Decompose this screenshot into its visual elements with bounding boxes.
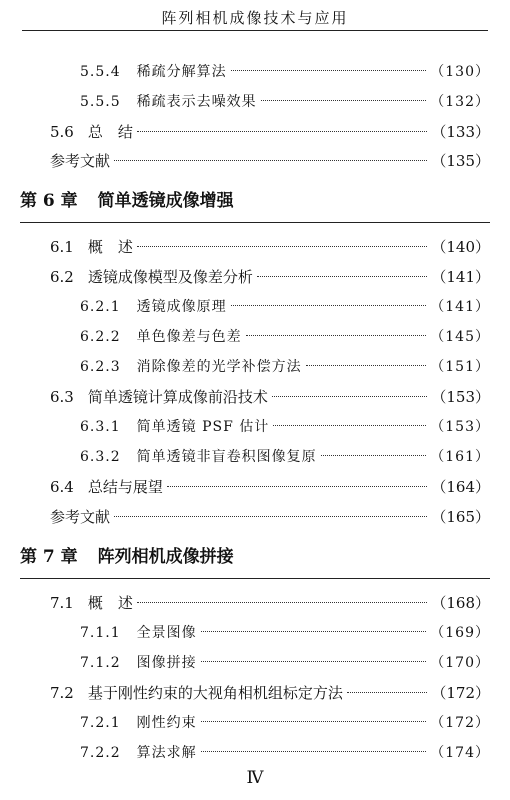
entry-title: 稀疏分解算法 — [136, 64, 227, 80]
entry-title: 刚性约束 — [136, 715, 197, 731]
toc-entry-6-2-2[interactable] — [80, 327, 490, 347]
chapter-rule — [20, 578, 490, 579]
entry-title: 概 述 — [87, 238, 133, 256]
entry-title: 图像拼接 — [136, 655, 197, 671]
toc-entry-6-1[interactable] — [50, 237, 490, 257]
entry-title: 总 结 — [87, 123, 133, 141]
chapter-title: 阵列相机成像拼接 — [97, 547, 234, 567]
entry-number: 5.6 — [50, 123, 74, 141]
toc-entry-6-2-1[interactable] — [80, 297, 490, 317]
entry-page: （151） — [430, 359, 490, 375]
toc-entry-7-2-1[interactable] — [80, 713, 490, 733]
book-title: 阵列相机成像技术与应用 — [161, 9, 349, 27]
entry-page: （164） — [431, 478, 490, 496]
leader-dots — [347, 692, 427, 693]
entry-page: （165） — [431, 508, 490, 526]
entry-number: 5.5.4 — [80, 64, 121, 80]
entry-title: 单色像差与色差 — [136, 329, 242, 345]
entry-page: （174） — [430, 745, 490, 761]
entry-page: （172） — [430, 715, 490, 731]
leader-dots — [231, 70, 427, 71]
entry-page: （135） — [431, 152, 490, 170]
leader-dots — [137, 246, 427, 247]
entry-number: 5.5.5 — [80, 94, 121, 110]
chapter-7-heading[interactable] — [20, 546, 234, 568]
toc-entry-5-5-5[interactable] — [80, 92, 490, 112]
entry-title: 总结与展望 — [87, 478, 163, 496]
entry-page: （140） — [431, 238, 490, 256]
toc-entry-7-1[interactable] — [50, 593, 490, 613]
leader-dots — [257, 276, 427, 277]
leader-dots — [137, 131, 427, 132]
entry-page: （161） — [430, 449, 490, 465]
toc-entry-references-6[interactable] — [50, 507, 490, 527]
leader-dots — [272, 396, 427, 397]
toc-entry-references-5[interactable] — [50, 151, 490, 171]
entry-number: 6.2.2 — [80, 329, 121, 345]
toc-entry-5-6[interactable] — [50, 122, 490, 142]
leader-dots — [201, 751, 427, 752]
entry-page: （141） — [431, 268, 490, 286]
entry-title: 参考文献 — [50, 152, 111, 170]
entry-title: 简单透镜非盲卷积图像复原 — [136, 449, 317, 465]
entry-page: （169） — [430, 625, 490, 641]
leader-dots — [201, 631, 427, 632]
running-header — [22, 6, 488, 31]
entry-page: （145） — [430, 329, 490, 345]
toc-entry-7-2[interactable] — [50, 683, 490, 703]
leader-dots — [261, 100, 427, 101]
leader-dots — [137, 602, 427, 603]
chapter-label: 第 6 章 — [20, 191, 78, 211]
toc-entry-6-3[interactable] — [50, 387, 490, 407]
entry-page: （172） — [431, 684, 490, 702]
leader-dots — [321, 455, 427, 456]
entry-title: 全景图像 — [136, 625, 197, 641]
entry-title: 基于刚性约束的大视角相机组标定方法 — [87, 684, 343, 702]
chapter-label: 第 7 章 — [20, 547, 78, 567]
entry-number: 7.2.2 — [80, 745, 121, 761]
leader-dots — [201, 661, 427, 662]
entry-page: （132） — [430, 94, 490, 110]
page-number: Ⅳ — [246, 768, 264, 788]
toc-entry-7-1-1[interactable] — [80, 623, 490, 643]
entry-number: 7.1.2 — [80, 655, 121, 671]
entry-title: 消除像差的光学补偿方法 — [136, 359, 302, 375]
toc-entry-6-3-2[interactable] — [80, 447, 490, 467]
toc-entry-6-2[interactable] — [50, 267, 490, 287]
entry-title: 算法求解 — [136, 745, 197, 761]
entry-number: 7.1 — [50, 594, 74, 612]
entry-title: 简单透镜计算成像前沿技术 — [87, 388, 268, 406]
leader-dots — [231, 305, 427, 306]
entry-title: 概 述 — [87, 594, 133, 612]
toc-entry-7-2-2[interactable] — [80, 743, 490, 763]
entry-number: 6.3.1 — [80, 419, 121, 435]
toc-entry-6-4[interactable] — [50, 477, 490, 497]
entry-page: （153） — [431, 388, 490, 406]
entry-number: 6.4 — [50, 478, 74, 496]
leader-dots — [114, 516, 427, 517]
entry-page: （170） — [430, 655, 490, 671]
toc-entry-5-5-4[interactable] — [80, 62, 490, 82]
chapter-title: 简单透镜成像增强 — [97, 191, 234, 211]
entry-number: 7.1.1 — [80, 625, 121, 641]
entry-number: 6.2.3 — [80, 359, 121, 375]
leader-dots — [167, 486, 427, 487]
entry-title: 透镜成像模型及像差分析 — [87, 268, 253, 286]
leader-dots — [306, 365, 427, 366]
entry-title: 简单透镜 PSF 估计 — [136, 419, 270, 435]
entry-page: （130） — [430, 64, 490, 80]
entry-page: （153） — [430, 419, 490, 435]
toc-entry-7-1-2[interactable] — [80, 653, 490, 673]
entry-number: 6.2.1 — [80, 299, 121, 315]
leader-dots — [114, 160, 427, 161]
leader-dots — [201, 721, 427, 722]
entry-number: 6.2 — [50, 268, 74, 286]
entry-number: 7.2.1 — [80, 715, 121, 731]
chapter-6-heading[interactable] — [20, 190, 234, 212]
toc-entry-6-3-1[interactable] — [80, 417, 490, 437]
entry-title: 稀疏表示去噪效果 — [136, 94, 257, 110]
entry-number: 6.3 — [50, 388, 74, 406]
chapter-rule — [20, 222, 490, 223]
entry-title: 透镜成像原理 — [136, 299, 227, 315]
leader-dots — [246, 335, 427, 336]
entry-number: 6.3.2 — [80, 449, 121, 465]
toc-entry-6-2-3[interactable] — [80, 357, 490, 377]
entry-number: 7.2 — [50, 684, 74, 702]
entry-page: （141） — [430, 299, 490, 315]
entry-page: （133） — [431, 123, 490, 141]
entry-title: 参考文献 — [50, 508, 111, 526]
entry-number: 6.1 — [50, 238, 74, 256]
leader-dots — [273, 425, 426, 426]
entry-page: （168） — [431, 594, 490, 612]
